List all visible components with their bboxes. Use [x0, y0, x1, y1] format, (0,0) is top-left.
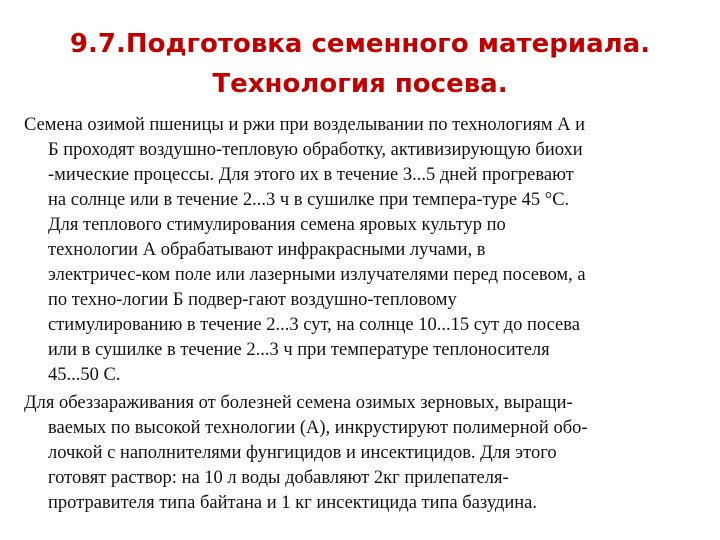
text-line: технологии А обрабатывают инфракрасными лучами, в: [48, 240, 486, 260]
text-line: электричес-ком поле или лазерными излучателями перед посевом, а: [48, 265, 586, 285]
paragraph-disinfection: [24, 391, 714, 516]
text-line: Б проходят воздушно-тепловую обработку, активизирующую биохи: [48, 140, 583, 160]
text-line: протравителя типа байтана и 1 кг инсектицида типа базудина.: [48, 493, 537, 513]
paragraph-seed-treatment: [24, 113, 714, 388]
slide-body: [24, 113, 714, 516]
text-line: стимулированию в течение 2...3 сут, на солнце 10...15 сут до посева: [48, 315, 580, 335]
text-line: лочкой с наполнителями фунгицидов и инсектицидов. Для этого: [48, 443, 557, 463]
slide-title-line-2: Технология посева.: [212, 69, 508, 99]
text-line: или в сушилке в течение 2...3 ч при температуре теплоносителя: [48, 340, 550, 360]
text-line: Семена озимой пшеницы и ржи при возделывании по технологиям А и: [24, 115, 586, 135]
text-line: 45...50 С.: [48, 365, 121, 385]
text-line: -мические процессы. Для этого их в течение 3...5 дней прогревают: [48, 165, 574, 185]
slide-title-line-1: 9.7.Подготовка семенного материала.: [69, 29, 651, 59]
text-line: по техно-логии Б подвер-гают воздушно-тепловому: [48, 290, 457, 310]
text-line: ваемых по высокой технологии (А), инкрустируют полимерной обо-: [48, 418, 588, 438]
text-line: Для обеззараживания от болезней семена озимых зерновых, выращи-: [24, 393, 573, 413]
slide-title: [40, 24, 680, 104]
text-line: Для теплового стимулирования семена яровых культур по: [48, 215, 506, 235]
text-line: на солнце или в течение 2...3 ч в сушилке при темпера-туре 45 °С.: [48, 190, 570, 210]
text-line: готовят раствор: на 10 л воды добавляют 2кг прилепателя-: [48, 468, 509, 488]
